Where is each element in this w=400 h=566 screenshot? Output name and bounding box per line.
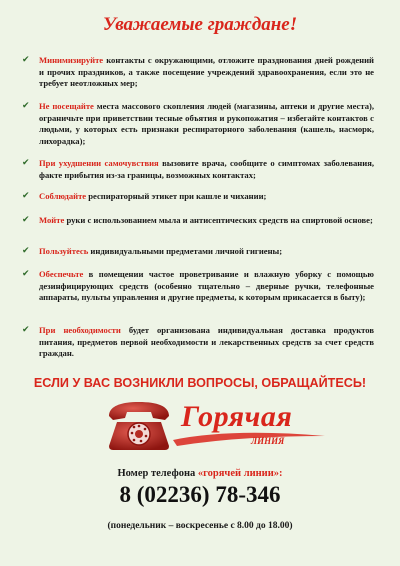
working-hours: (понедельник – воскресенье с 8.00 до 18.00)	[107, 521, 293, 531]
item-text: вызовите врача, сообщите о симптомах заболевания, факте прибытия из-за границы, возможных контактах;	[39, 158, 374, 180]
item-text: руки с использованием мыла и антисептических средств на спиртовой основе;	[64, 215, 373, 225]
check-icon: ✔	[22, 101, 30, 111]
item-highlight: Мойте	[39, 215, 65, 225]
list-item	[22, 269, 374, 304]
phone-number: 8 (02236) 78-346	[119, 482, 281, 507]
hotline-logo	[103, 398, 327, 454]
phone-label-highlight: «горячей линии»:	[197, 468, 283, 479]
hotline-word: Горячая	[181, 400, 293, 433]
item-text: контакты с окружающими, отложите празднования дней рождений и прочих праздников, а также посещение учреждений здравоохранения, если это не требует неотложных мер;	[39, 55, 374, 89]
list-item	[22, 325, 374, 360]
check-icon: ✔	[22, 269, 30, 279]
check-icon: ✔	[22, 325, 30, 335]
list-item	[22, 55, 374, 90]
item-text: в помещении частое проветривание и влажную уборку с помощью дезинфицирующих средств (особенно тщательно – дверные ручки, телефонные аппараты, пульты управления и другие предметы, к которым прикасается в быту);	[39, 269, 374, 303]
check-icon: ✔	[22, 158, 30, 168]
phone-label-prefix: Номер телефона	[117, 468, 198, 479]
telephone-icon	[103, 398, 175, 452]
list-item	[22, 215, 373, 227]
phone-label	[0, 468, 400, 479]
hotline-sub: ЛИНИЯ	[251, 436, 285, 446]
item-text: будет организована индивидуальная доставка продуктов питания, предметов первой необходимости и лекарственных средств за счет средств граждан.	[39, 325, 374, 359]
item-text: места массового скопления людей (магазины, аптеки и другие места), ограничьте при приветствии тесные объятия и рукопожатия – избегайте контактов с людьми, у которых есть признаки респираторного заболевания (кашель, насморк, лихорадка);	[39, 101, 375, 146]
questions-callout: ЕСЛИ У ВАС ВОЗНИКЛИ ВОПРОСЫ, ОБРАЩАЙТЕСЬ!	[33, 376, 367, 390]
list-item	[22, 158, 374, 181]
check-icon: ✔	[22, 55, 30, 65]
item-highlight: Пользуйтесь	[39, 246, 89, 256]
list-item	[22, 246, 282, 258]
item-highlight: При ухудшении самочувствия	[39, 158, 159, 168]
check-icon: ✔	[22, 215, 30, 225]
check-icon: ✔	[22, 246, 30, 256]
item-highlight: Соблюдайте	[39, 191, 87, 201]
item-text: респираторный этикет при кашле и чихании;	[86, 191, 267, 201]
item-highlight: При необходимости	[39, 325, 121, 335]
item-highlight: Минимизируйте	[39, 55, 104, 65]
list-item	[22, 101, 374, 147]
item-highlight: Обеспечьте	[39, 269, 84, 279]
check-icon: ✔	[22, 191, 30, 201]
item-text: индивидуальными предметами личной гигиены;	[88, 246, 283, 256]
list-item	[22, 191, 266, 203]
item-highlight: Не посещайте	[39, 101, 94, 111]
page-title: Уважаемые граждане!	[102, 14, 298, 35]
